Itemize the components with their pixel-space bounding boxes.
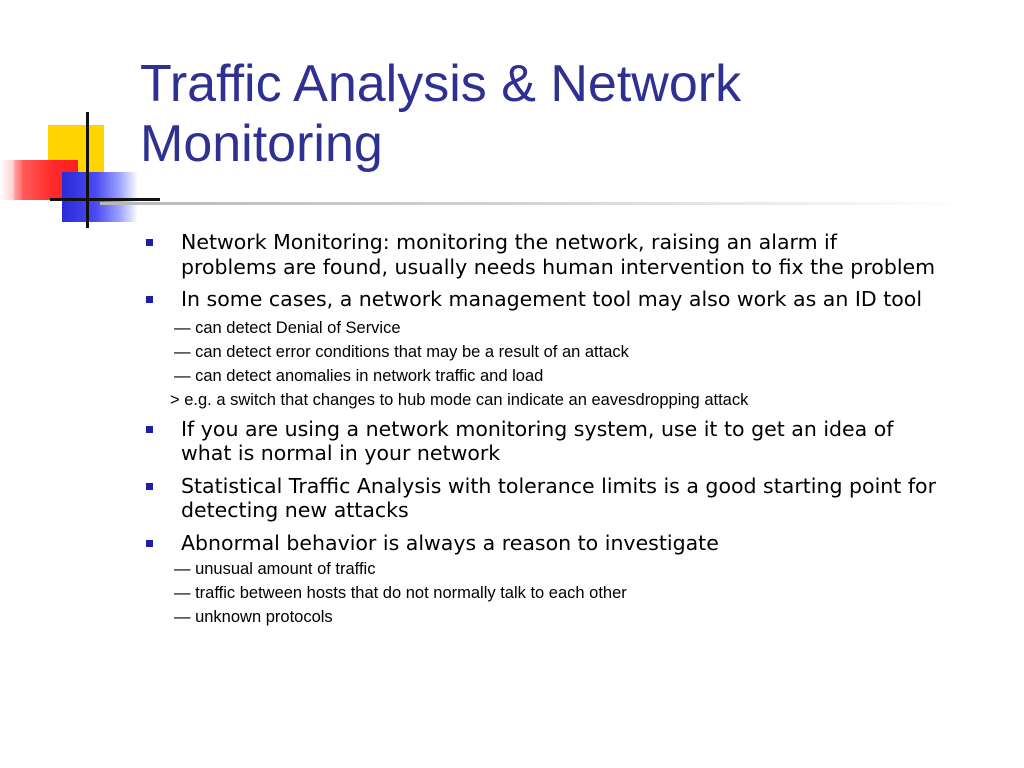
blue-square-icon <box>62 172 138 222</box>
bullet-text: Statistical Traffic Analysis with tolerance limits is a good starting point for detecting new attacks <box>181 473 937 522</box>
sub-sub-item: > e.g. a switch that changes to hub mode can indicate an eavesdropping attack <box>170 390 749 409</box>
sub-list <box>146 557 936 629</box>
list-item <box>146 474 936 523</box>
sub-item: — can detect anomalies in network traffic and load <box>174 366 544 385</box>
horizontal-line-icon <box>50 198 160 201</box>
square-bullet-icon <box>146 296 153 303</box>
sub-item: — traffic between hosts that do not normally talk to each other <box>174 584 627 602</box>
bullet-list <box>146 230 936 634</box>
title-divider <box>100 202 970 205</box>
bullet-text: In some cases, a network management tool may also work as an ID tool <box>181 287 923 311</box>
list-item <box>146 531 936 556</box>
square-bullet-icon <box>146 540 153 547</box>
sub-item: — can detect error conditions that may be a result of an attack <box>174 342 629 361</box>
list-item <box>146 287 936 312</box>
red-fade-icon <box>0 160 22 200</box>
square-bullet-icon <box>146 426 153 433</box>
square-bullet-icon <box>146 483 153 490</box>
sub-item: — unknown protocols <box>174 608 333 626</box>
bullet-text: If you are using a network monitoring system, use it to get an idea of what is normal in your network <box>181 416 894 465</box>
sub-list <box>146 316 936 412</box>
sub-item: — unusual amount of traffic <box>174 560 376 578</box>
square-bullet-icon <box>146 239 153 246</box>
bullet-text: Network Monitoring: monitoring the network, raising an alarm if problems are found, usually needs human intervention to fix the problem <box>181 230 936 279</box>
slide-title: Traffic Analysis & Network Monitoring <box>140 55 742 173</box>
sub-item: — can detect Denial of Service <box>174 318 401 337</box>
bullet-text: Abnormal behavior is always a reason to investigate <box>181 530 719 555</box>
list-item <box>146 230 936 279</box>
list-item <box>146 417 936 466</box>
vertical-line-icon <box>86 112 89 228</box>
